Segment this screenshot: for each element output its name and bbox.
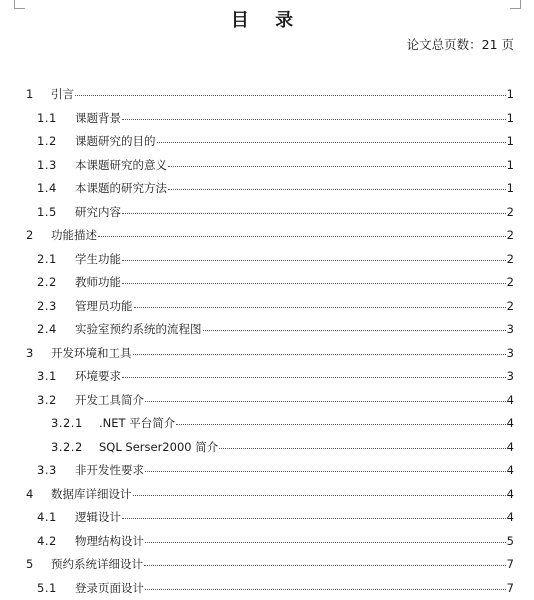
toc-dot-leader [98, 236, 506, 237]
toc-entry-title: 本课题的研究方法 [75, 177, 167, 201]
toc-entry-page-number: 4 [507, 459, 514, 483]
toc-entry-page-number: 1 [507, 83, 514, 107]
toc-entry[interactable] [26, 224, 514, 248]
toc-entry-title: 逻辑设计 [75, 506, 121, 530]
toc-dot-leader [134, 307, 506, 308]
toc-entry-title: 本课题研究的意义 [75, 154, 167, 178]
toc-entry-title: 非开发性要求 [75, 459, 144, 483]
toc-entry-number: 2 [26, 224, 51, 248]
toc-entry-number: 2.3 [37, 295, 75, 319]
toc-entry-page-number: 4 [507, 389, 514, 413]
toc-dot-leader [168, 166, 506, 167]
toc-dot-leader [133, 495, 506, 496]
toc-dot-leader [122, 213, 506, 214]
toc-entry[interactable] [26, 295, 514, 319]
toc-dot-leader [145, 589, 506, 590]
toc-entry[interactable] [26, 412, 514, 436]
toc-dot-leader [133, 354, 506, 355]
toc-entry-number: 4.1 [37, 506, 75, 530]
toc-entry-number: 3.3 [37, 459, 75, 483]
toc-entry-page-number: 4 [507, 412, 514, 436]
toc-dot-leader [203, 330, 506, 331]
toc-entry-number: 1.2 [37, 130, 75, 154]
toc-entry[interactable] [26, 130, 514, 154]
toc-entry-number: 2.4 [37, 318, 75, 342]
toc-entry-title: 数据库详细设计 [51, 483, 132, 507]
total-page-count: 论文总页数：21 页 [407, 36, 514, 54]
toc-entry-page-number: 7 [507, 553, 514, 577]
toc-entry-number: 4.2 [37, 530, 75, 554]
toc-entry[interactable] [26, 83, 514, 107]
toc-dot-leader [145, 542, 506, 543]
toc-entry-number: 1.1 [37, 107, 75, 131]
toc-entry-page-number: 1 [507, 107, 514, 131]
toc-entry-page-number: 3 [507, 342, 514, 366]
toc-dot-leader [176, 424, 505, 425]
toc-entry[interactable] [26, 365, 514, 389]
toc-entry-number: 1.3 [37, 154, 75, 178]
toc-entry[interactable] [26, 553, 514, 577]
toc-dot-leader [144, 565, 506, 566]
toc-entry-page-number: 4 [507, 483, 514, 507]
toc-entry-number: 5 [26, 553, 51, 577]
toc-entry-page-number: 2 [507, 201, 514, 225]
toc-entry-title: 引言 [51, 83, 74, 107]
toc-dot-leader [122, 283, 506, 284]
toc-entry-number: 1.4 [37, 177, 75, 201]
toc-entry-page-number: 1 [507, 177, 514, 201]
toc-entry-number: 4 [26, 483, 51, 507]
toc-dot-leader [122, 119, 506, 120]
toc-entry-title: 预约系统详细设计 [51, 553, 143, 577]
toc-entry-page-number: 7 [507, 577, 514, 600]
toc-entry-page-number: 3 [507, 318, 514, 342]
toc-entry-number: 2.1 [37, 248, 75, 272]
toc-dot-leader [219, 448, 505, 449]
toc-entry-number: 1.5 [37, 201, 75, 225]
toc-entry[interactable] [26, 459, 514, 483]
toc-entry[interactable] [26, 342, 514, 366]
toc-entry-title: 课题研究的目的 [75, 130, 156, 154]
toc-entry-number: 5.1 [37, 577, 75, 600]
toc-entry-number: 3 [26, 342, 51, 366]
toc-entry-page-number: 2 [507, 295, 514, 319]
toc-dot-leader [122, 518, 506, 519]
toc-dot-leader [122, 260, 506, 261]
toc-entry-title: 实验室预约系统的流程图 [75, 318, 202, 342]
toc-entry-page-number: 4 [507, 436, 514, 460]
toc-entry-page-number: 2 [507, 224, 514, 248]
toc-dot-leader [122, 377, 506, 378]
toc-entry-number: 1 [26, 83, 51, 107]
toc-entry-page-number: 1 [507, 130, 514, 154]
toc-entry[interactable] [26, 201, 514, 225]
toc-entry-title: 环境要求 [75, 365, 121, 389]
toc-entry-title: .NET 平台简介 [99, 412, 175, 436]
toc-entry[interactable] [26, 271, 514, 295]
toc-entry[interactable] [26, 506, 514, 530]
toc-dot-leader [157, 142, 506, 143]
toc-entry[interactable] [26, 248, 514, 272]
toc-entry-number: 3.2.1 [51, 412, 99, 436]
toc-entry[interactable] [26, 530, 514, 554]
toc-entry-page-number: 3 [507, 365, 514, 389]
toc-entry-page-number: 5 [507, 530, 514, 554]
toc-entry-page-number: 1 [507, 154, 514, 178]
toc-entry-title: 课题背景 [75, 107, 121, 131]
table-of-contents [26, 83, 514, 600]
toc-dot-leader [168, 189, 506, 190]
toc-entry-number: 3.1 [37, 365, 75, 389]
toc-entry-number: 2.2 [37, 271, 75, 295]
toc-entry-title: 功能描述 [51, 224, 97, 248]
toc-entry-page-number: 2 [507, 271, 514, 295]
toc-entry-number: 3.2.2 [51, 436, 99, 460]
toc-entry-title: 物理结构设计 [75, 530, 144, 554]
toc-entry-title: 开发工具简介 [75, 389, 144, 413]
toc-entry-title: 学生功能 [75, 248, 121, 272]
toc-entry-title: SQL Serser2000 简介 [99, 436, 218, 460]
toc-entry-title: 登录页面设计 [75, 577, 144, 600]
toc-entry[interactable] [26, 154, 514, 178]
toc-entry-title: 管理员功能 [75, 295, 133, 319]
toc-entry[interactable] [26, 483, 514, 507]
toc-entry-page-number: 2 [507, 248, 514, 272]
toc-entry-page-number: 4 [507, 506, 514, 530]
toc-entry-title: 开发环境和工具 [51, 342, 132, 366]
toc-dot-leader [145, 471, 506, 472]
toc-entry-title: 研究内容 [75, 201, 121, 225]
toc-heading: 目 录 [0, 8, 534, 34]
toc-entry[interactable] [26, 177, 514, 201]
toc-entry[interactable] [26, 577, 514, 600]
toc-entry[interactable] [26, 107, 514, 131]
toc-entry[interactable] [26, 318, 514, 342]
toc-dot-leader [145, 401, 506, 402]
toc-entry[interactable] [26, 389, 514, 413]
toc-dot-leader [75, 95, 506, 96]
toc-entry-title: 教师功能 [75, 271, 121, 295]
toc-entry-number: 3.2 [37, 389, 75, 413]
toc-entry[interactable] [26, 436, 514, 460]
